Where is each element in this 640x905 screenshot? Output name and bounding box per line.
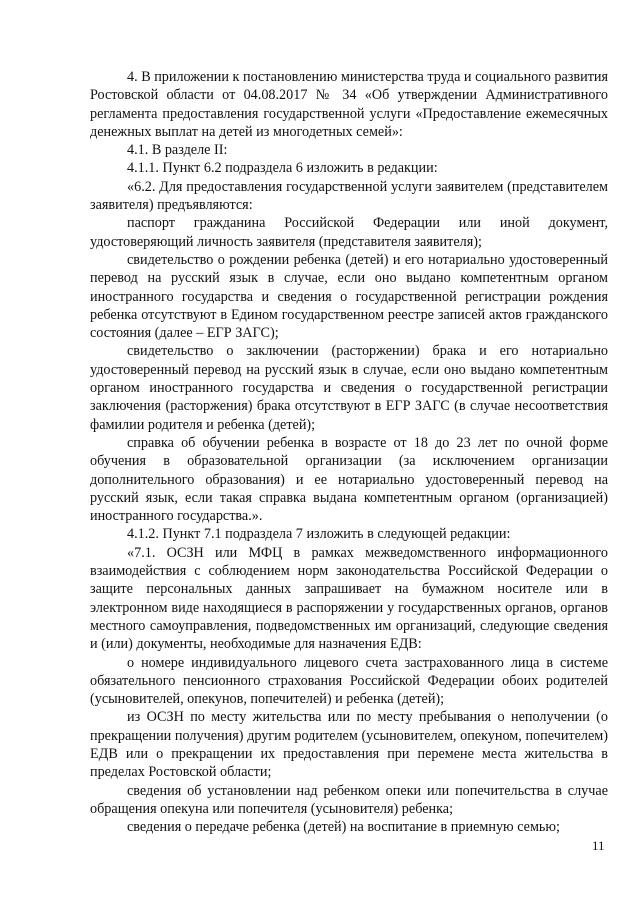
paragraph: 4.1.2. Пункт 7.1 подраздела 7 изложить в следующей редакции: <box>127 526 511 543</box>
paragraph: сведения об установлении над ребенком опеки или попечительства в случае обращения опекуна или попечителя (усыновителя) ребенка; <box>90 782 608 817</box>
paragraph: из ОСЗН по месту жительства или по месту пребывания о неполучении (о прекращении получения) другим родителем (усыновителем, опекуном, попечителем) ЕДВ или о прекращении их предоставления при перемене места жительства в пределах Ростовской области; <box>90 709 608 781</box>
paragraph: сведения о передаче ребенка (детей) на воспитание в приемную семью; <box>127 819 560 836</box>
paragraph: 4. В приложении к постановлению министерства труда и социального развития Ростовской области от 04.08.2017 № 34 «Об утверждении Административного регламента предоставления государственной услуги «Предоставление ежемесячных денежных выплат на детей из многодетных семей»: <box>90 69 609 140</box>
paragraph: справка об обучении ребенка в возрасте от 18 до 23 лет по очной форме обучения в образовательной организации (за исключением организации дополнительного образования) и ее нотариально удостоверенный перевод на русский язык, если такая справка выдана компетентным органом (организацией) иностранного государства.». <box>90 434 608 525</box>
page-number: 11 <box>592 838 605 853</box>
paragraph: паспорт гражданина Российской Федерации или иной документ, удостоверяющий личность заявителя (представителя заявителя); <box>90 215 608 250</box>
paragraph: «7.1. ОСЗН или МФЦ в рамках межведомственного информационного взаимодействия с соблюдением норм законодательства Российской Федерации о защите персональных данных запрашивает на бумажном носителе или в электронном виде находящиеся в распоряжении у государственных органов, органов местного самоуправления, подведомственных им организаций, следующие сведения и (или) документы, необходимые для назначения ЕДВ: <box>90 544 608 653</box>
paragraph: 4.1.1. Пункт 6.2 подраздела 6 изложить в редакции: <box>127 160 438 177</box>
paragraph: о номере индивидуального лицевого счета застрахованного лица в системе обязательного пенсионного страхования Российской Федерации обоих родителей (усыновителей, опекунов, попечителей) и ребенка (детей); <box>90 654 608 708</box>
paragraph: свидетельство о рождении ребенка (детей) и его нотариально удостоверенный перевод на русский язык в случае, если оно выдано компетентным органом иностранного государства и сведения о государственной регистрации рождения ребенка отсутствуют в Едином государственном реестре записей актов гражданского состояния (далее – ЕГР ЗАГС); <box>90 251 608 342</box>
paragraph: 4.1. В разделе II: <box>127 142 228 159</box>
document-body <box>90 68 608 836</box>
paragraph: свидетельство о заключении (расторжении) брака и его нотариально удостоверенный перевод на русский язык в случае, если оно выдано компетентным органом иностранного государства и сведения о государственной регистрации заключения (расторжения) брака отсутствуют в ЕГР ЗАГС (в случае несоответствия фамилии родителя и ребенка (детей); <box>90 343 608 433</box>
paragraph: «6.2. Для предоставления государственной услуги заявителем (представителем заявителя) предъявляются: <box>90 178 608 214</box>
